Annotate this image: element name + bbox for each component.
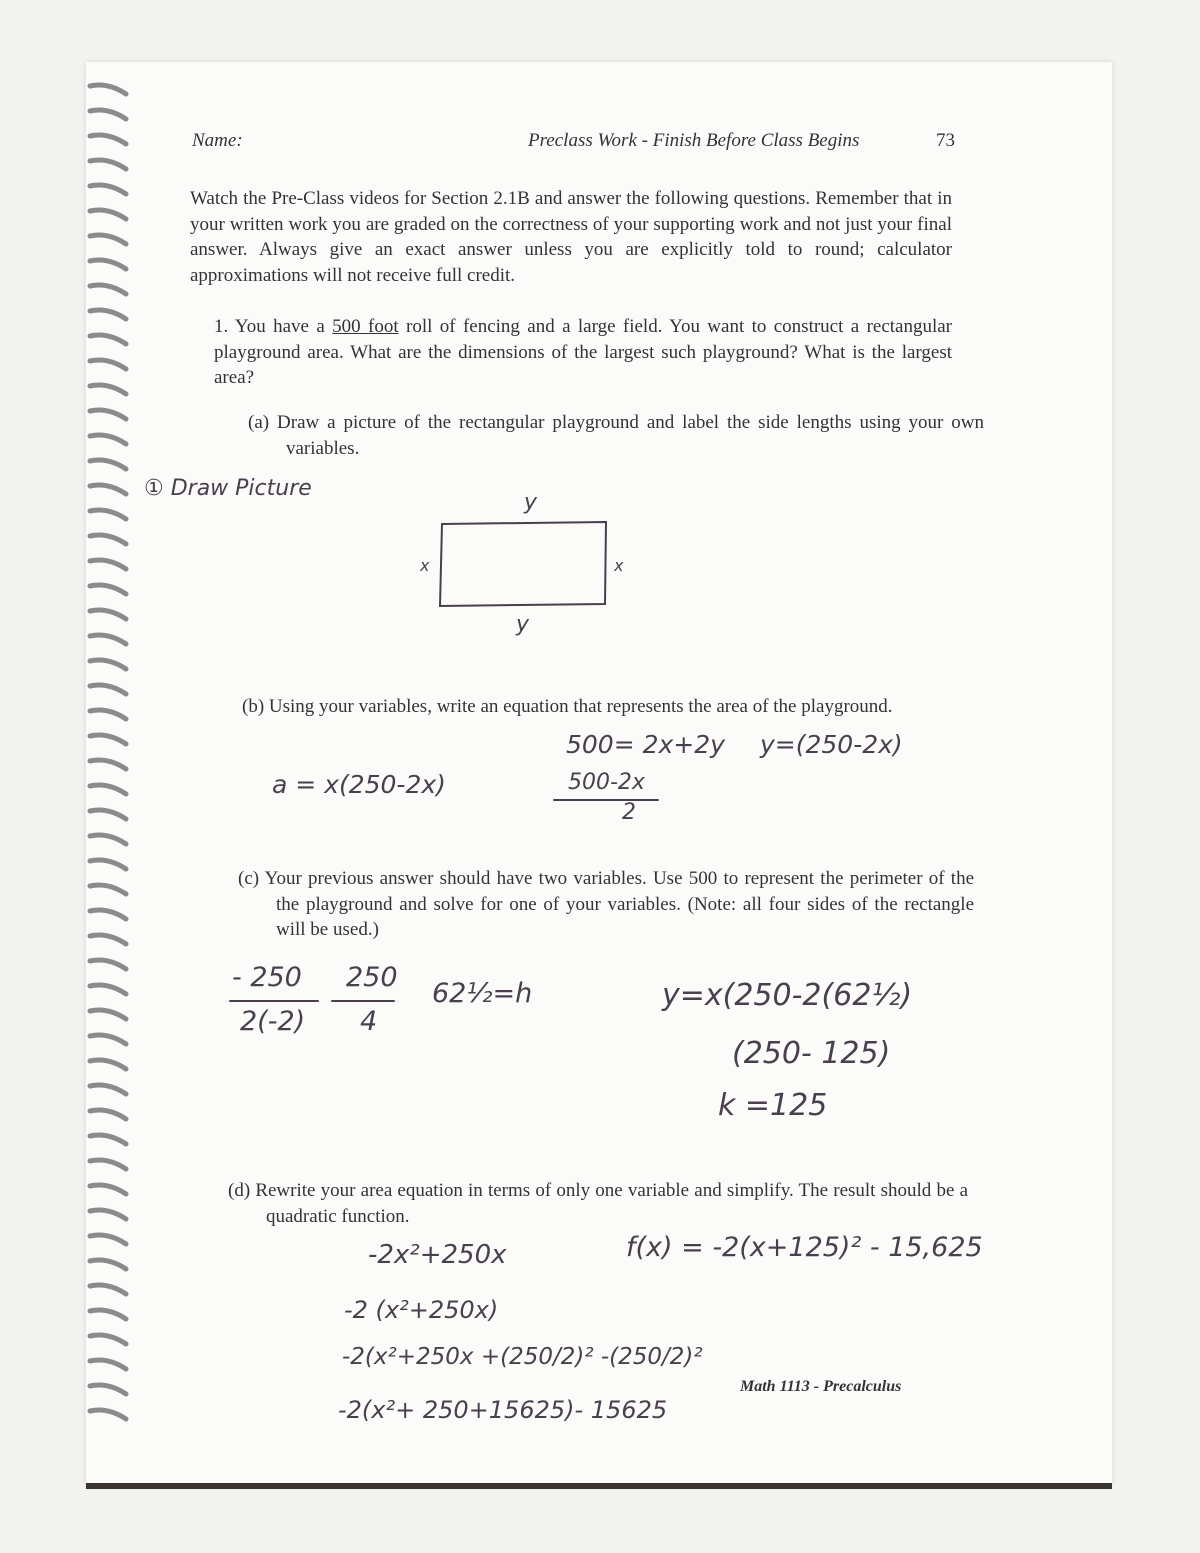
quadratic-line-4: -2(x²+ 250+15625)- 15625 <box>338 1396 668 1424</box>
spiral-loop <box>90 310 126 319</box>
vertex-fraction2-top: 250 <box>346 962 398 993</box>
spiral-loop <box>90 935 126 944</box>
spiral-loop <box>90 1060 126 1069</box>
part-b-text: Using your variables, write an equation that represents the area of the playground. <box>268 696 893 717</box>
spiral-loop <box>90 385 126 394</box>
spiral-loop <box>90 710 126 719</box>
spiral-loop <box>90 185 126 194</box>
part-a-text: Draw a picture of the rectangular playground and label the side lengths using your own variables. <box>277 412 984 459</box>
spiral-loop <box>90 485 126 494</box>
spiral-loop <box>90 335 126 344</box>
part-a <box>248 410 984 461</box>
spiral-loop <box>90 860 126 869</box>
spiral-loop <box>90 110 126 119</box>
spiral-loop <box>90 960 126 969</box>
spiral-loop <box>90 1360 126 1369</box>
spiral-loop <box>90 1010 126 1019</box>
spiral-loop <box>90 885 126 894</box>
fraction-denominator: 2 <box>622 800 636 825</box>
spiral-loop <box>90 1235 126 1244</box>
spiral-loop <box>90 1160 126 1169</box>
solve-y-equation: y=(250-2x) <box>760 730 903 759</box>
spiral-loop <box>90 160 126 169</box>
part-d <box>228 1178 968 1229</box>
vertex-form: f(x) = -2(x+125)² - 15,625 <box>626 1232 983 1263</box>
part-c <box>238 866 974 943</box>
page-title: Preclass Work - Finish Before Class Begins <box>528 130 860 151</box>
h-value: 62½=h <box>432 978 533 1009</box>
quadratic-line-2: -2 (x²+250x) <box>344 1296 499 1324</box>
k-line-1: y=x(250-2(62½) <box>662 978 913 1013</box>
spiral-loop <box>90 360 126 369</box>
fraction-bar <box>552 797 662 803</box>
vertex-fraction-bottom: 2(-2) <box>240 1006 306 1037</box>
part-d-text: Rewrite your area equation in terms of only one variable and simplify. The result should be a quadratic function. <box>255 1180 969 1227</box>
part-b-label: (b) <box>242 696 265 717</box>
rect-label-bottom: y <box>516 612 530 637</box>
fraction-numerator: 500-2x <box>568 770 645 795</box>
spiral-loop <box>90 660 126 669</box>
table-edge <box>86 1483 1112 1489</box>
page-number: 73 <box>936 130 955 151</box>
spiral-loop <box>90 1410 126 1419</box>
spiral-loop <box>90 1035 126 1044</box>
vertex-fraction-top: - 250 <box>232 962 302 993</box>
spiral-loop <box>90 560 126 569</box>
question-text-after: roll of fencing and a large field. You want to construct a rectangular playground area. What are the dimensions of the largest such playground? What is the largest area? <box>214 316 953 388</box>
spiral-loop <box>90 735 126 744</box>
part-a-label: (a) <box>248 412 270 433</box>
vertex-fraction-bar <box>228 998 398 1004</box>
area-equation: a = x(250-2x) <box>272 770 446 799</box>
rect-label-right: x <box>614 556 624 575</box>
quadratic-line-1: -2x²+250x <box>368 1240 507 1270</box>
spiral-loop <box>90 910 126 919</box>
spiral-loop <box>90 85 126 94</box>
spiral-loop <box>90 985 126 994</box>
name-label: Name: <box>192 130 243 151</box>
k-line-2: (250- 125) <box>732 1036 891 1071</box>
spiral-loop <box>90 1285 126 1294</box>
intro-paragraph: Watch the Pre-Class videos for Section 2.1B and answer the following questions. Remember that in your written work you are graded on the correctness of your supporting work and not just your final answer. Always give an exact answer unless you are explicitly told to round; calculator approximations will not receive full credit. <box>190 188 952 286</box>
spiral-loop <box>90 760 126 769</box>
spiral-loop <box>90 535 126 544</box>
spiral-loop <box>90 1260 126 1269</box>
spiral-loop <box>90 410 126 419</box>
question-number: 1. <box>214 316 229 337</box>
part-d-label: (d) <box>228 1180 251 1201</box>
spiral-loop <box>90 835 126 844</box>
spiral-loop <box>90 210 126 219</box>
spiral-loop <box>90 585 126 594</box>
question-text-before: You have a <box>234 316 333 337</box>
quadratic-line-3: -2(x²+250x +(250/2)² -(250/2)² <box>342 1344 703 1370</box>
spiral-loop <box>90 810 126 819</box>
spiral-loop <box>90 1135 126 1144</box>
vertex-fraction2-bottom: 4 <box>360 1006 378 1037</box>
spiral-loop <box>90 635 126 644</box>
spiral-loop <box>90 1335 126 1344</box>
spiral-loop <box>90 460 126 469</box>
spiral-loop <box>90 435 126 444</box>
k-line-3: k =125 <box>718 1088 828 1123</box>
spiral-loop <box>90 1110 126 1119</box>
draw-picture-note: ① Draw Picture <box>144 476 312 501</box>
spiral-loop <box>90 610 126 619</box>
spiral-loop <box>90 1310 126 1319</box>
spiral-loop <box>90 1085 126 1094</box>
rect-label-top: y <box>524 490 538 515</box>
part-b <box>242 694 978 720</box>
spiral-loop <box>90 1185 126 1194</box>
spiral-loop <box>90 785 126 794</box>
course-footer: Math 1113 - Precalculus <box>740 1378 902 1395</box>
spiral-loop <box>90 285 126 294</box>
spiral-loop <box>90 510 126 519</box>
spiral-loop <box>90 235 126 244</box>
question-1 <box>214 314 952 391</box>
spiral-loop <box>90 1210 126 1219</box>
question-underlined: 500 foot <box>332 316 399 337</box>
part-c-text: Your previous answer should have two variables. Use 500 to represent the perimeter of the the playground and solve for one of your variables. (Note: all four sides of the rectangle will be used.) <box>264 868 975 940</box>
spiral-binding <box>86 80 136 1440</box>
spiral-loop <box>90 685 126 694</box>
spiral-loop <box>90 135 126 144</box>
perimeter-equation: 500= 2x+2y <box>566 730 725 759</box>
part-c-label: (c) <box>238 868 260 889</box>
rect-label-left: x <box>420 556 430 575</box>
spiral-loop <box>90 1385 126 1394</box>
spiral-loop <box>90 260 126 269</box>
